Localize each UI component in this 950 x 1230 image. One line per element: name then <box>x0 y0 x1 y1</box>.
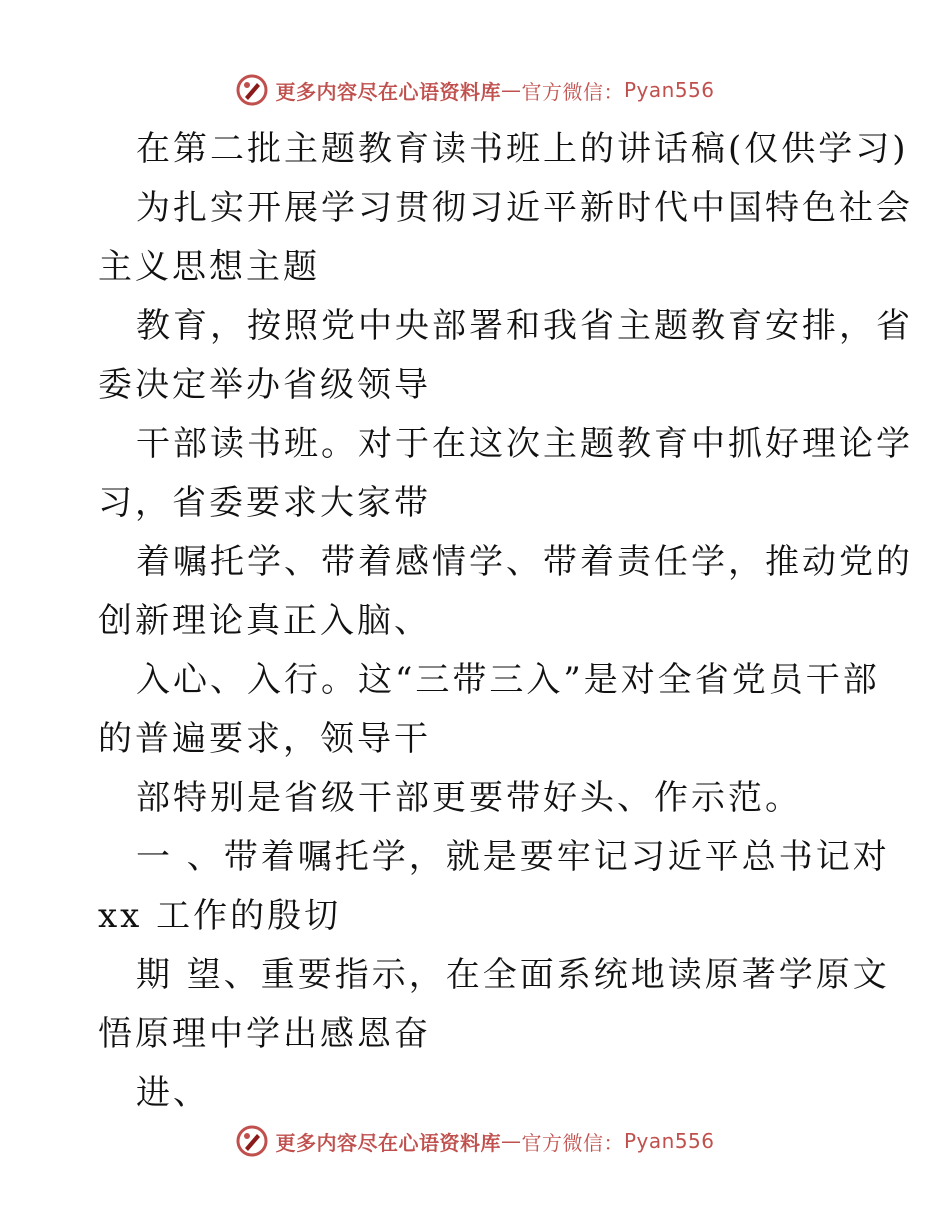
text-line: 悟原理中学出感恩奋 <box>98 1014 431 1054</box>
text-line: 主义思想主题 <box>98 247 320 287</box>
pen-nib-icon <box>235 73 269 107</box>
watermark-brand: 更多内容尽在心语资料库 <box>275 79 501 104</box>
watermark-wechat-label: 官方微信： <box>521 79 624 104</box>
text-line: 习，省委要求大家带 <box>98 483 431 523</box>
text-line: 教育，按照党中央部署和我省主题教育安排，省 <box>136 306 913 346</box>
text-line: 一 、带着嘱托学，就是要牢记习近平总书记对 <box>136 837 890 877</box>
watermark-separator: — <box>500 78 522 102</box>
watermark-separator: — <box>500 1129 522 1153</box>
text-line: 干部读书班。对于在这次主题教育中抓好理论学 <box>136 424 913 464</box>
pen-nib-icon <box>235 1124 269 1158</box>
text-line: 委决定举办省级领导 <box>98 365 431 405</box>
text-line: 着嘱托学、带着感情学、带着责任学，推动党的 <box>136 542 913 582</box>
watermark-wechat-label: 官方微信： <box>521 1130 624 1155</box>
text-line: 部特别是省级干部更要带好头、作示范。 <box>136 778 802 818</box>
text-line: 的普遍要求，领导干 <box>98 719 431 759</box>
watermark-wechat-id: Pyan556 <box>623 78 715 102</box>
text-line-title: 在第二批主题教育读书班上的讲话稿(仅供学习) <box>136 129 909 169</box>
text-line: 创新理论真正入脑、 <box>98 601 431 641</box>
watermark-wechat-id: Pyan556 <box>623 1129 715 1153</box>
text-line: 期 望、重要指示，在全面系统地读原著学原文 <box>136 955 890 995</box>
text-line: 入心、入行。这“三带三入”是对全省党员干部 <box>136 660 880 700</box>
text-line: xx 工作的殷切 <box>98 896 342 936</box>
header-watermark <box>0 70 950 110</box>
footer-watermark <box>0 1121 950 1161</box>
watermark-brand: 更多内容尽在心语资料库 <box>275 1130 501 1155</box>
document-body <box>98 120 913 1123</box>
text-line: 为扎实开展学习贯彻习近平新时代中国特色社会 <box>136 188 913 228</box>
text-line: 进、 <box>136 1073 210 1113</box>
